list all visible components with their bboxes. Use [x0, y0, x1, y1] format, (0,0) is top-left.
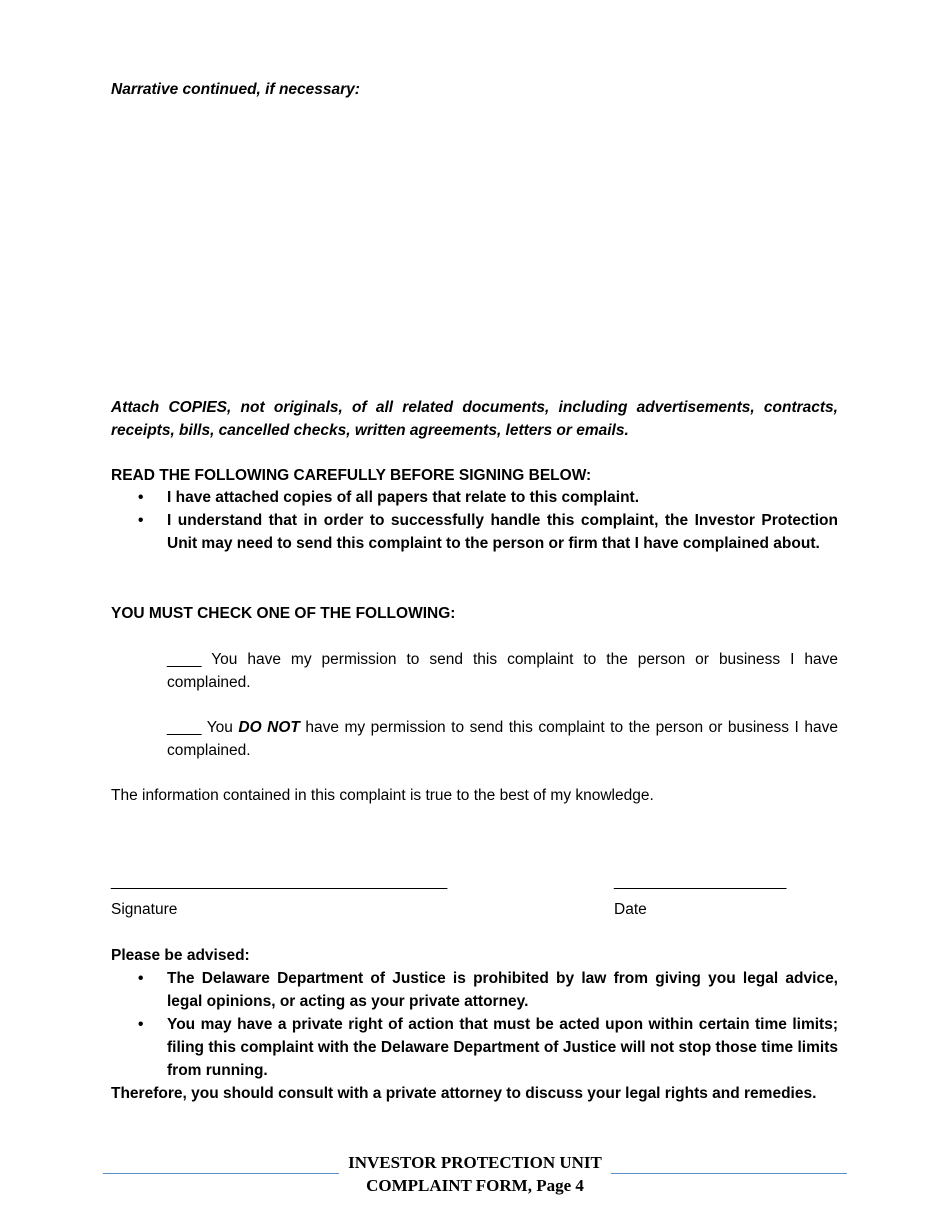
footer-unit-name: INVESTOR PROTECTION UNIT — [348, 1153, 602, 1172]
bullet-icon: • — [138, 512, 144, 529]
signature-line[interactable]: _______________________________________ — [111, 873, 448, 890]
signature-label: Signature — [111, 901, 178, 918]
permission-denied-option[interactable] — [167, 716, 838, 762]
list-item — [111, 1013, 838, 1082]
option-text: have my permission to send this complaint to the person or business I have complained. — [167, 719, 838, 759]
permission-granted-option[interactable] — [167, 648, 838, 694]
date-line[interactable]: ____________________ — [614, 873, 787, 890]
list-item-text: I have attached copies of all papers that relate to this complaint. — [167, 489, 640, 506]
truth-statement: The information contained in this complaint is true to the best of my knowledge. — [111, 787, 654, 804]
advisory-list — [111, 967, 838, 1082]
footer-page-label: COMPLAINT FORM, Page 4 — [366, 1176, 584, 1195]
checkmark-blank[interactable]: ____ — [167, 651, 202, 668]
checkmark-blank[interactable]: ____ — [167, 719, 202, 736]
list-item-text: You may have a private right of action that must be acted upon within certain time limits; filing this complaint with the Delaware Department of Justice will not stop those time limits from running. — [167, 1016, 838, 1079]
bullet-icon: • — [138, 970, 144, 987]
acknowledgment-list — [111, 486, 838, 555]
list-item — [111, 967, 838, 1013]
read-carefully-heading: READ THE FOLLOWING CAREFULLY BEFORE SIGNING BELOW: — [111, 467, 592, 484]
please-be-advised-heading: Please be advised: — [111, 947, 250, 964]
list-item-text: I understand that in order to successfully handle this complaint, the Investor Protection Unit may need to send this complaint to the person or firm that I have complained about. — [167, 512, 838, 552]
page-footer — [0, 1151, 950, 1197]
bullet-icon: • — [138, 489, 144, 506]
list-item — [111, 509, 838, 555]
must-check-heading: YOU MUST CHECK ONE OF THE FOLLOWING: — [111, 605, 456, 622]
date-label: Date — [614, 901, 647, 918]
bullet-icon: • — [138, 1016, 144, 1033]
attach-copies-note: Attach COPIES, not originals, of all related documents, including advertisements, contracts, receipts, bills, cancelled checks, written agreements, letters or emails. — [111, 399, 838, 439]
narrative-continued-label: Narrative continued, if necessary: — [111, 81, 360, 98]
list-item-text: The Delaware Department of Justice is prohibited by law from giving you legal advice, legal opinions, or acting as your private attorney. — [167, 970, 838, 1010]
consult-attorney-note: Therefore, you should consult with a private attorney to discuss your legal rights and remedies. — [111, 1085, 817, 1102]
do-not-emphasis: DO NOT — [238, 719, 300, 736]
list-item — [111, 486, 838, 509]
option-prefix: You — [206, 719, 233, 736]
option-text: You have my permission to send this complaint to the person or business I have complained. — [167, 651, 838, 691]
